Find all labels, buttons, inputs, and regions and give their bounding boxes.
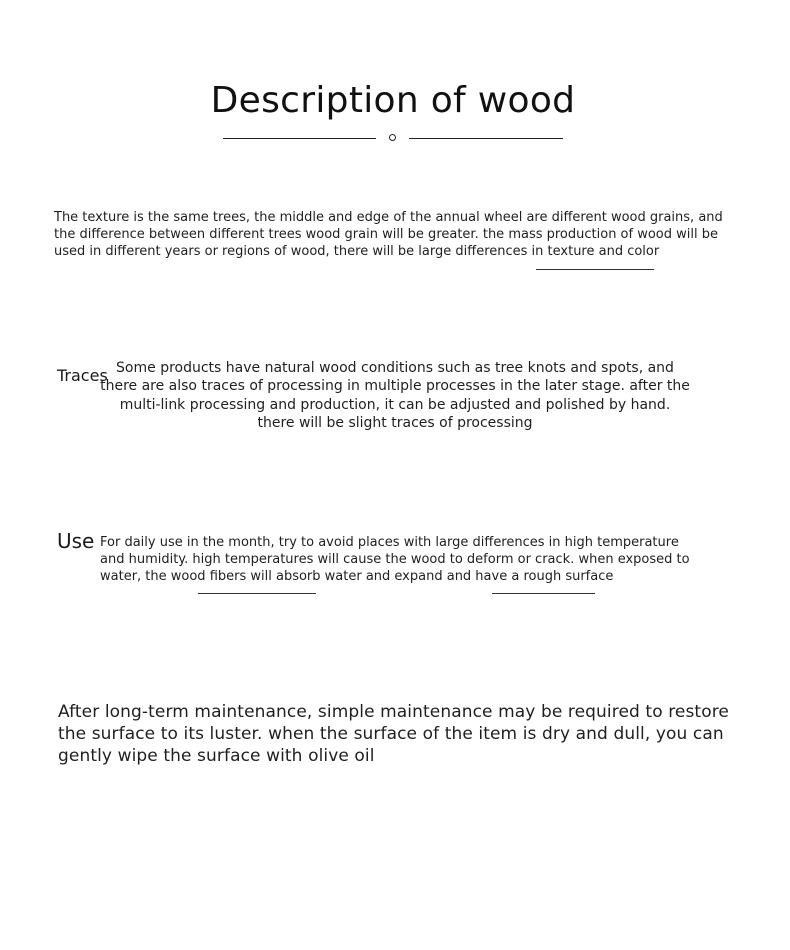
page-title: Description of wood [210,80,576,121]
texture-underline-divider [536,269,654,270]
texture-paragraph: The texture is the same trees, the middle and edge of the annual wheel are different wood grains, and the difference between different trees wood grain will be greater. the mass production of wood will be used in different years or regions of wood, there will be large differences in texture and color [54,210,723,259]
use-underline-divider-2 [492,593,595,594]
use-underline-divider-1 [198,593,316,594]
title-divider-left [223,138,376,139]
traces-label: Traces [57,366,108,385]
use-paragraph: For daily use in the month, try to avoid places with large differences in high temperature and humidity. high temperatures will cause the wood to deform or crack. when exposed to water, the wood fibers will absorb water and expand and have a rough surface [100,535,690,584]
title-divider-right [409,138,563,139]
traces-paragraph: Some products have natural wood conditions such as tree knots and spots, and there are also traces of processing in multiple processes in the later stage. after the multi-link processing and production, it can be adjusted and polished by hand. there will be slight traces of processing [100,360,690,431]
title-divider-dot-icon [389,134,396,141]
use-label: Use [57,529,95,553]
maintenance-paragraph: After long-term maintenance, simple maintenance may be required to restore the surface to its luster. when the surface of the item is dry and dull, you can gently wipe the surface with olive oil [58,702,729,766]
